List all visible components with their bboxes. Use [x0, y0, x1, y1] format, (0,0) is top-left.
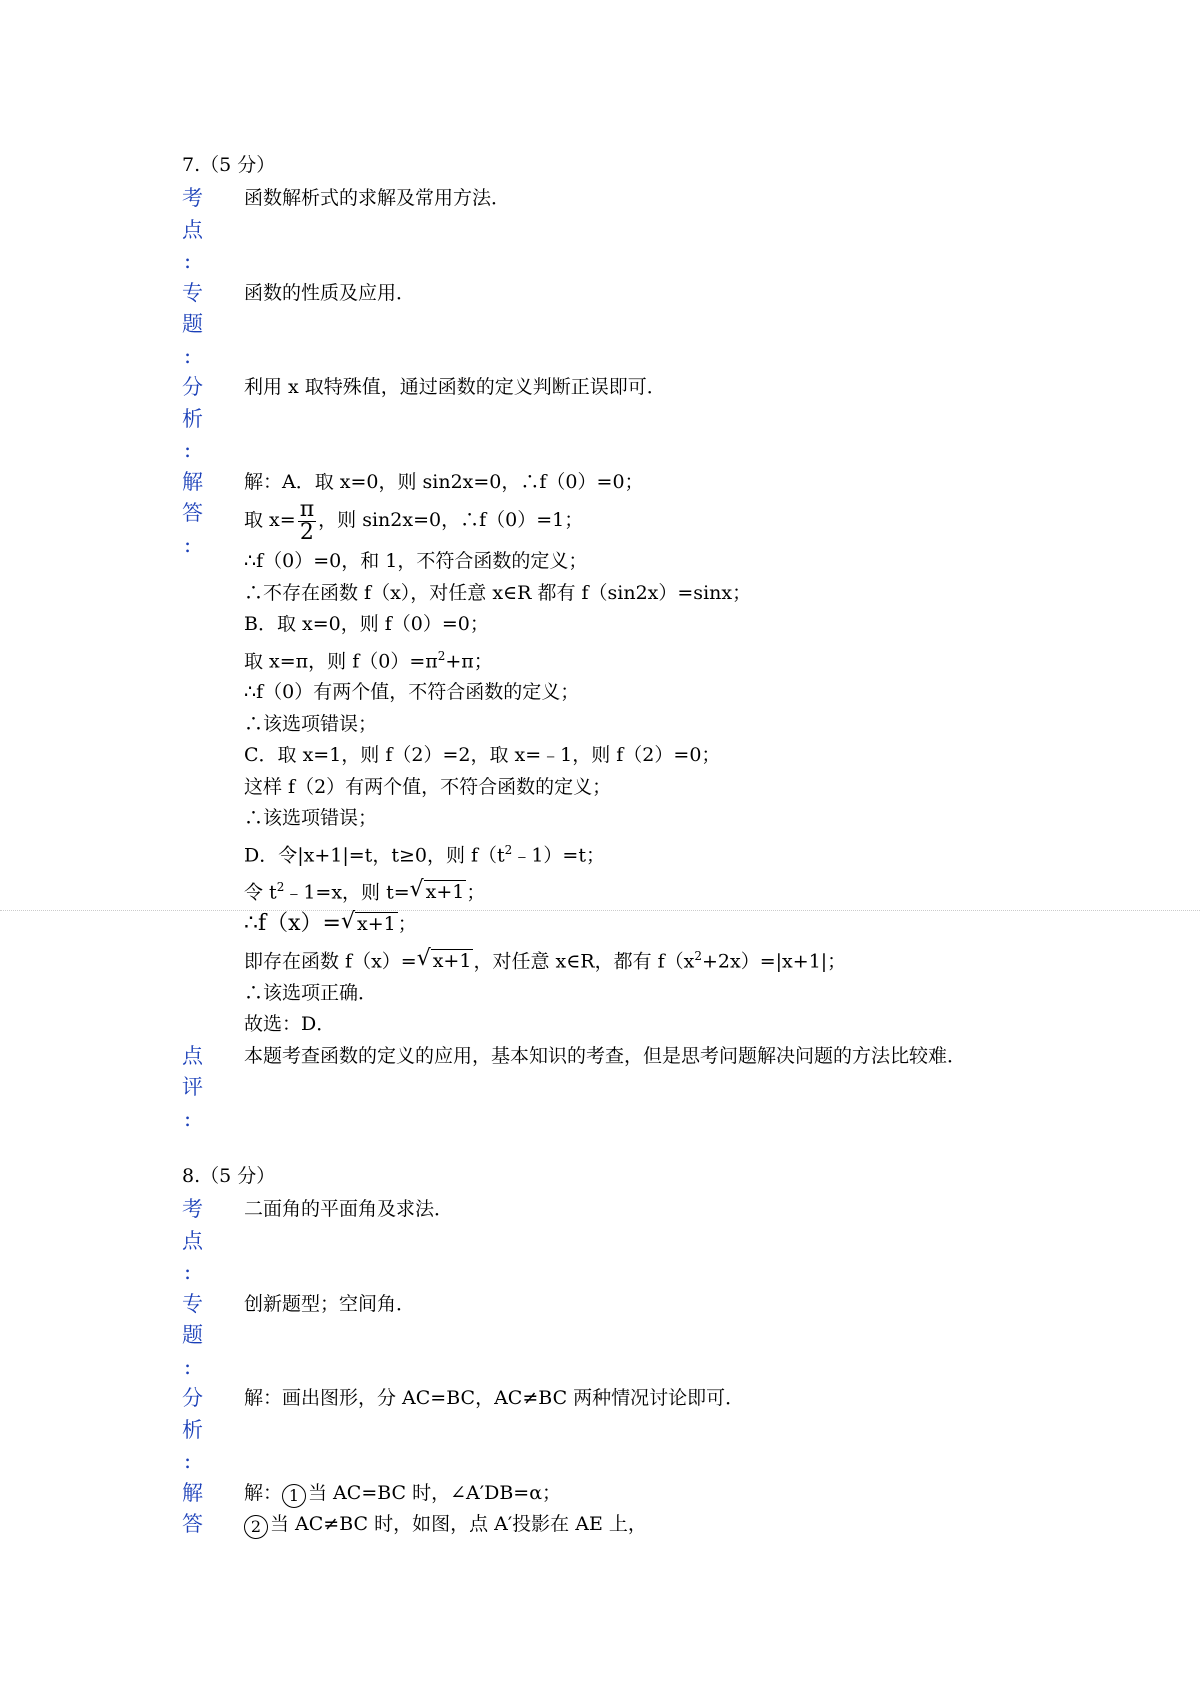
jieda-body: [244, 1478, 1082, 1541]
solution-line: 令 $t^2﹣1=x$，则 t= √ x+1 ；: [244, 872, 1082, 909]
kaodian-text: 函数解析式的求解及常用方法．: [244, 187, 511, 209]
section-dianping: [182, 1041, 1082, 1136]
solution-line: 取 x=π，则 $f(0)=\pi^2+\pi$；: [244, 648, 493, 672]
solution-line: 这样 f（2）有两个值，不符合函数的定义；: [244, 775, 612, 798]
circled-number: 1: [282, 1484, 306, 1508]
sqrt-expression: √ x+1: [340, 909, 396, 936]
section-label: 考 点 :: [182, 1197, 203, 1284]
solution-line: 取 x= $\frac{\pi}{2}$ ，则 sin2x=0，∴f（0）=1；: [244, 496, 584, 545]
section-label: 分 析 :: [182, 375, 203, 462]
section-label: 点 评 :: [182, 1043, 203, 1131]
solution-line: 故选：D．: [244, 1013, 336, 1036]
section-kaodian: [182, 183, 1082, 278]
fenxi-text: 利用 x 取特殊值，通过函数的定义判断正误即可．: [244, 376, 666, 398]
jieda-body: [244, 467, 1082, 1041]
solution-line: ∴该选项错误；: [244, 712, 378, 735]
section-label: 分 析 :: [182, 1386, 203, 1473]
section-label: 解 答: [182, 1480, 203, 1536]
section-kaodian: [182, 1194, 1082, 1289]
solution-line: ∴不存在函数 f（x），对任意 x∈R 都有 f（sin2x）=sinx；: [244, 581, 752, 604]
section-zhuanti: [182, 278, 1082, 373]
solution-line: ∴该选项正确．: [244, 981, 378, 1004]
solution-line: ∴f（0）=0，和 1，不符合函数的定义；: [244, 550, 588, 572]
section-label: 专 题 :: [182, 1291, 203, 1379]
problem-8: [182, 1162, 1082, 1541]
solution-line: 即存在函数 f（x）= √ x+1 ，对任意 x∈R，都有 $f(x^2+2x)=|x+1|$；: [244, 941, 1082, 978]
section-label: 专 题 :: [182, 280, 203, 368]
sqrt-expression: √ x+1: [409, 876, 465, 903]
section-label: 解 答 :: [182, 469, 203, 557]
solution-line: B．取 x=0，则 f（0）=0；: [244, 613, 489, 635]
dianping-text: 本题考查函数的定义的应用，基本知识的考查，但是思考问题解决问题的方法比较难．: [244, 1044, 967, 1067]
solution-line: 解：A．取 x=0，则 sin2x=0，∴f（0）=0；: [244, 470, 644, 493]
circled-number: 2: [244, 1515, 268, 1539]
section-zhuanti: [182, 1289, 1082, 1384]
solution-line: D．令|x+1|=t，t≥0，则 $f(t^2﹣1)=t$；: [244, 842, 605, 867]
solution-line: C．取 x=1，则 f（2）=2，取 x=﹣1，则 f（2）=0；: [244, 744, 721, 767]
sqrt-expression: √ x+1: [416, 946, 472, 973]
problem-header: 7.（5 分）: [182, 154, 276, 176]
fraction: $\frac{\pi}{2}$: [299, 496, 315, 545]
section-jieda: [182, 1478, 1082, 1541]
solution-line: ∴f（0）有两个值，不符合函数的定义；: [244, 681, 580, 704]
section-fenxi: [182, 1383, 1082, 1478]
solution-line: 解： 1 当 AC=BC 时，∠A′DB=α；: [244, 1478, 1082, 1510]
section-jieda: [182, 467, 1082, 1041]
solution-line: ∴该选项错误；: [244, 807, 378, 830]
fenxi-text: 解：画出图形，分 AC=BC，AC≠BC 两种情况讨论即可．: [244, 1387, 745, 1409]
kaodian-text: 二面角的平面角及求法．: [244, 1198, 454, 1220]
section-label: 考 点 :: [182, 186, 203, 273]
solution-line: ∴f（x）= √ x+1 ；: [244, 908, 1082, 941]
problem-7: [182, 151, 1082, 1135]
section-fenxi: [182, 372, 1082, 467]
zhuanti-text: 函数的性质及应用．: [244, 281, 416, 304]
solution-line: 2 当 AC≠BC 时，如图，点 A′投影在 AE 上，: [244, 1509, 1082, 1541]
zhuanti-text: 创新题型；空间角．: [244, 1292, 416, 1315]
problem-header: 8.（5 分）: [182, 1165, 276, 1187]
